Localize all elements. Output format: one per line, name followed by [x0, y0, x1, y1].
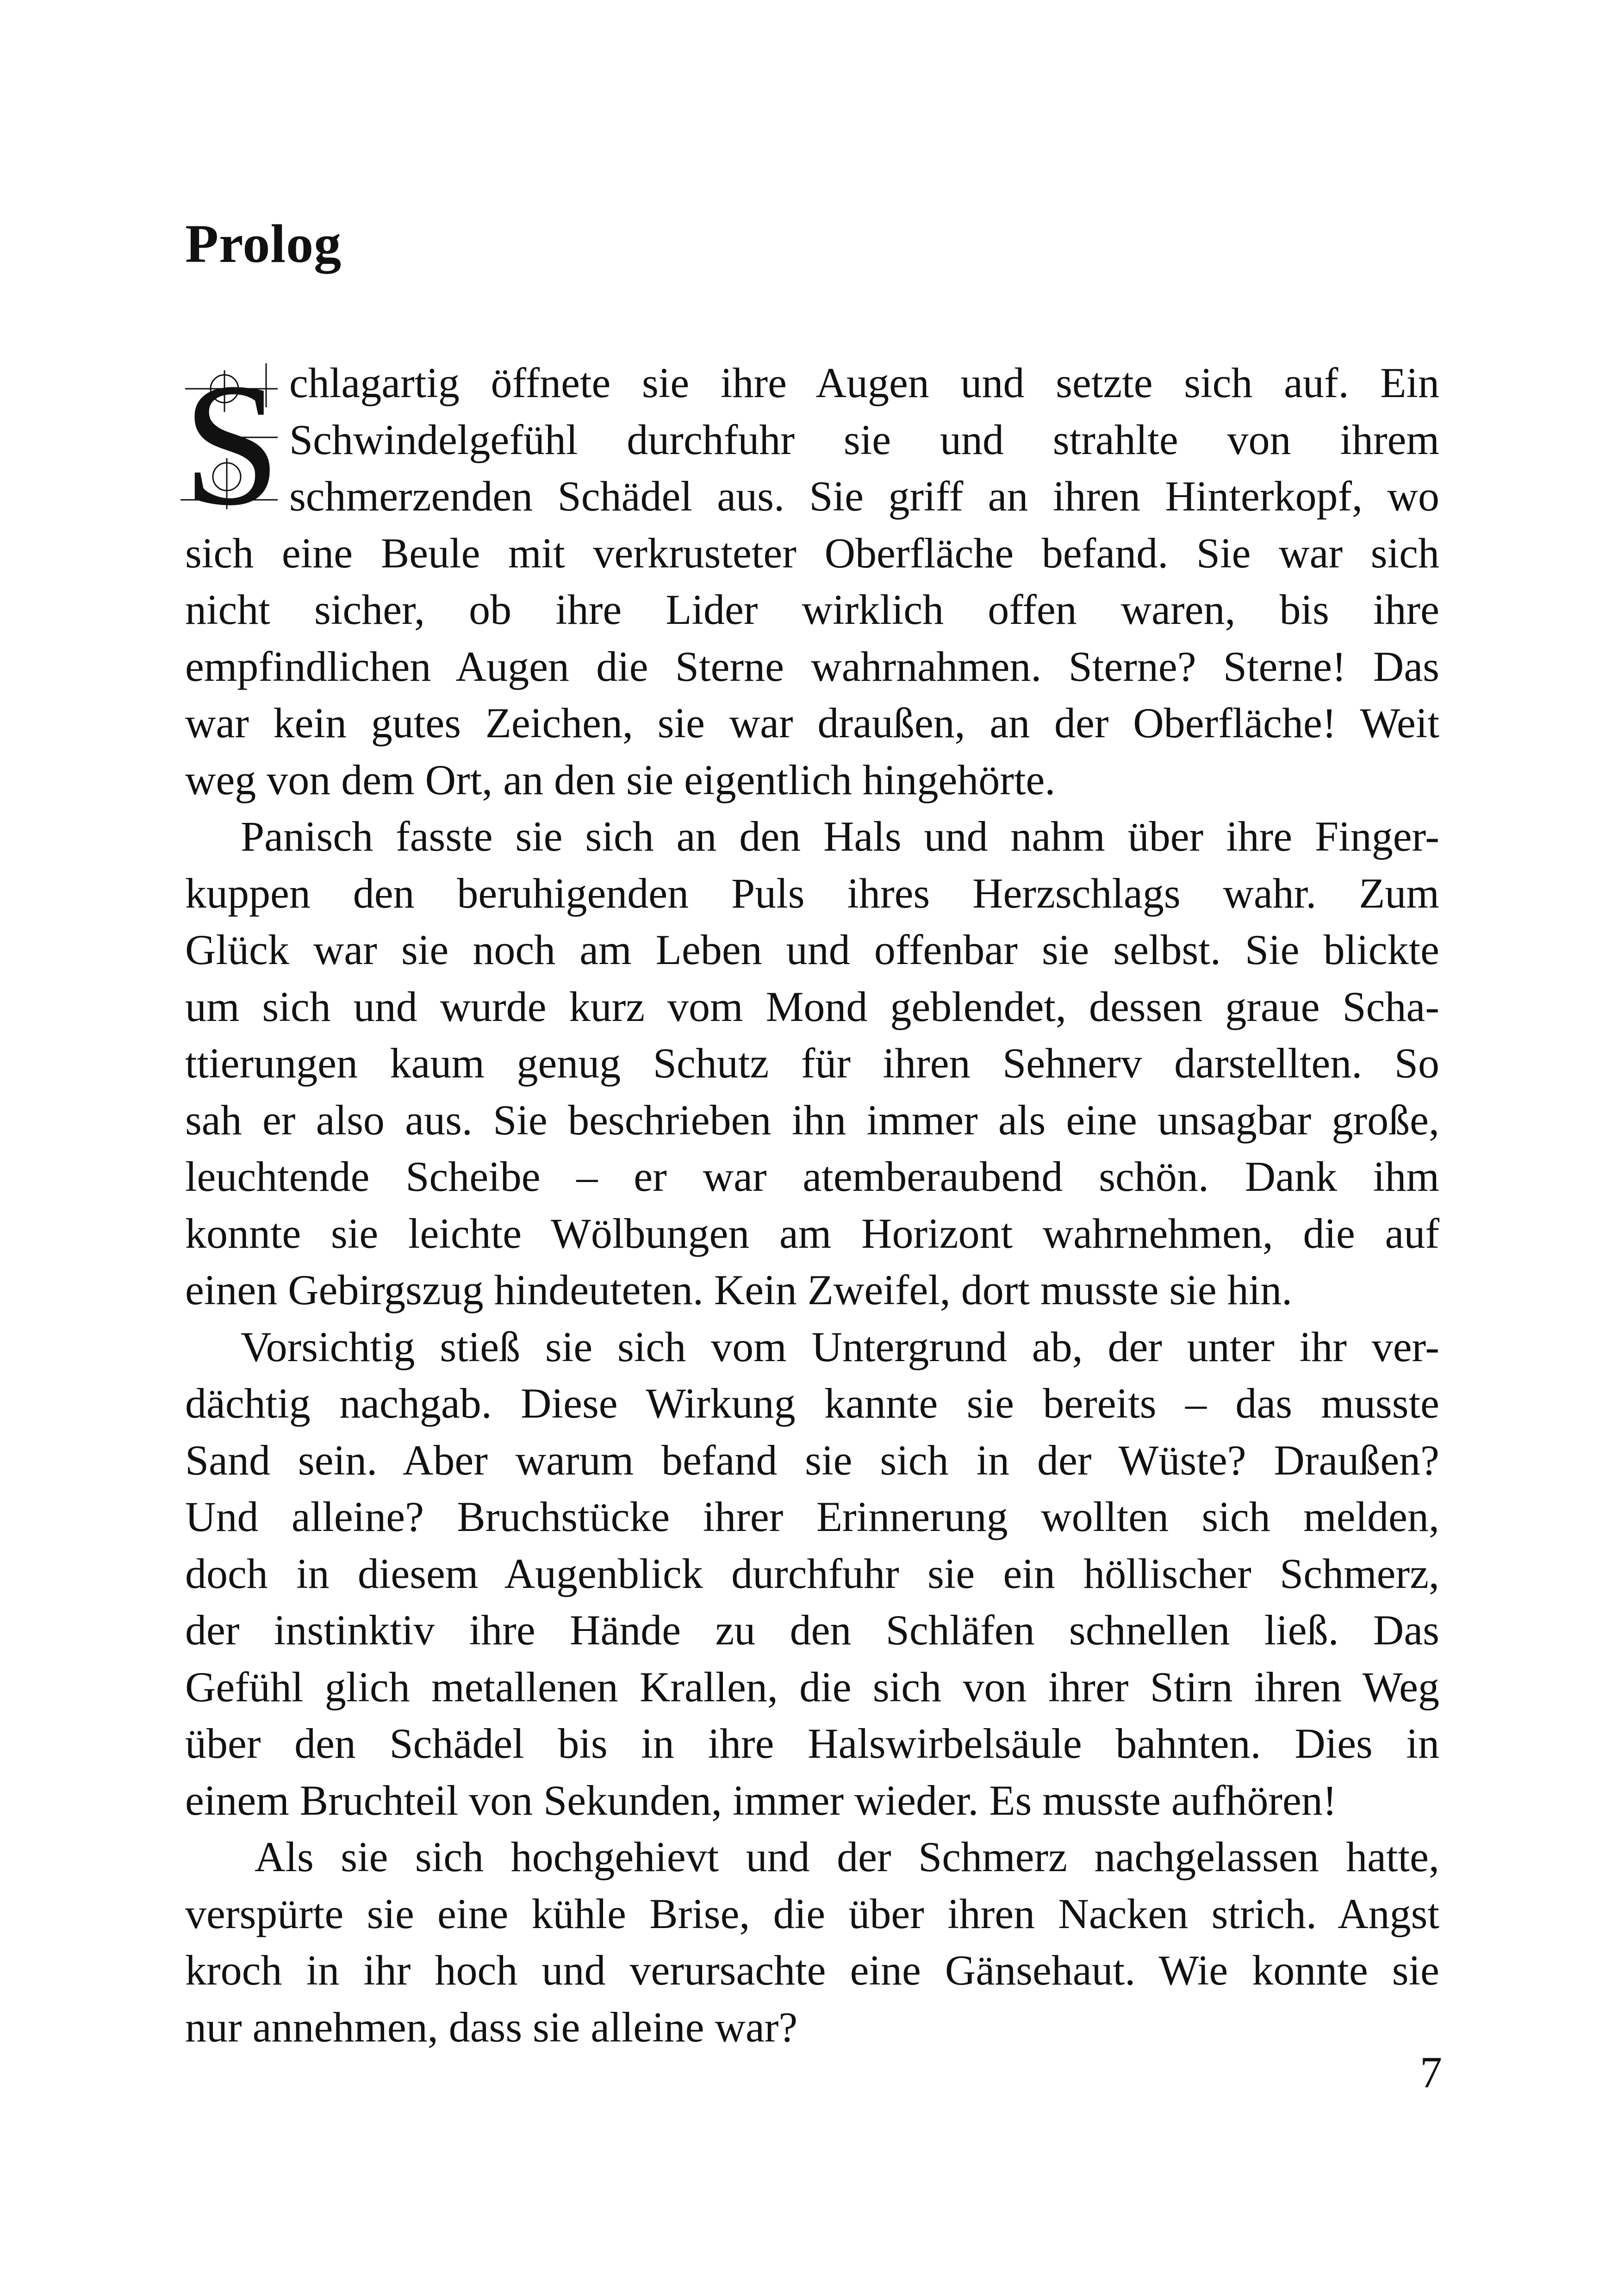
text-line: Sand sein. Aber warum befand sie sich in der Wüste? Draußen? — [185, 1436, 1439, 1484]
text-line: sich eine Beule mit verkrusteter Oberfläche befand. Sie war sich — [185, 529, 1439, 577]
text-line: verspürte sie eine kühle Brise, die über ihren Nacken strich. Angst — [185, 1890, 1439, 1937]
text-line: Panisch fasste sie sich an den Hals und nahm über ihre Finger- — [241, 813, 1439, 860]
text-line: der instinktiv ihre Hände zu den Schläfen schnellen ließ. Das — [185, 1606, 1439, 1654]
chapter-title: Prolog — [185, 213, 342, 274]
text-line: Vorsichtig stieß sie sich vom Untergrund ab, der unter ihr ver- — [241, 1323, 1439, 1370]
text-line: einem Bruchteil von Sekunden, immer wieder. Es musste aufhören! — [185, 1776, 1337, 1824]
text-line: ttierungen kaum genug Schutz für ihren Sehnerv darstellten. So — [185, 1039, 1439, 1087]
text-line: schmerzenden Schädel aus. Sie griff an ihren Hinterkopf, wo — [289, 473, 1439, 520]
text-line: chlagartig öffnete sie ihre Augen und setzte sich auf. Ein — [289, 359, 1439, 406]
text-line: war kein gutes Zeichen, sie war draußen, an der Oberfläche! Weit — [185, 699, 1439, 747]
text-line: leuchtende Scheibe – er war atemberaubend schön. Dank ihm — [185, 1153, 1439, 1200]
text-line: um sich und wurde kurz vom Mond geblendet, dessen graue Scha- — [185, 983, 1439, 1030]
text-line: sah er also aus. Sie beschrieben ihn immer als eine unsagbar große, — [185, 1096, 1439, 1144]
text-line: über den Schädel bis in ihre Halswirbelsäule bahnten. Dies in — [185, 1720, 1439, 1767]
text-line: dächtig nachgab. Diese Wirkung kannte sie bereits – das musste — [185, 1380, 1439, 1427]
text-line: Und alleine? Bruchstücke ihrer Erinnerung wollten sich melden, — [185, 1493, 1439, 1540]
text-line: einen Gebirgszug hindeuteten. Kein Zweifel, dort musste sie hin. — [185, 1266, 1293, 1313]
text-line: Gefühl glich metallenen Krallen, die sich von ihrer Stirn ihren Weg — [185, 1663, 1439, 1711]
page-number: 7 — [1420, 2047, 1442, 2097]
text-line: kuppen den beruhigenden Puls ihres Herzschlags wahr. Zum — [185, 869, 1439, 917]
body-text — [185, 355, 1439, 2055]
text-line: Als sie sich hochgehievt und der Schmerz nachgelassen hatte, — [255, 1833, 1439, 1880]
text-line: doch in diesem Augenblick durchfuhr sie ein höllischer Schmerz, — [185, 1549, 1439, 1597]
drop-cap-letter: S — [183, 356, 281, 514]
text-line: konnte sie leichte Wölbungen am Horizont wahrnehmen, die auf — [185, 1209, 1439, 1257]
text-line: Schwindelgefühl durchfuhr sie und strahlte von ihrem — [289, 416, 1439, 463]
text-line: nicht sicher, ob ihre Lider wirklich offen waren, bis ihre — [185, 586, 1439, 633]
text-line: kroch in ihr hoch und verursachte eine Gänsehaut. Wie konnte sie — [185, 1947, 1439, 1994]
text-line: nur annehmen, dass sie alleine war? — [185, 2003, 798, 2051]
text-line: Glück war sie noch am Leben und offenbar sie selbst. Sie blickte — [185, 926, 1439, 973]
text-line: weg von dem Ort, an den sie eigentlich hingehörte. — [185, 756, 1056, 803]
text-line: empfindlichen Augen die Sterne wahrnahmen. Sterne? Sterne! Das — [185, 642, 1439, 690]
